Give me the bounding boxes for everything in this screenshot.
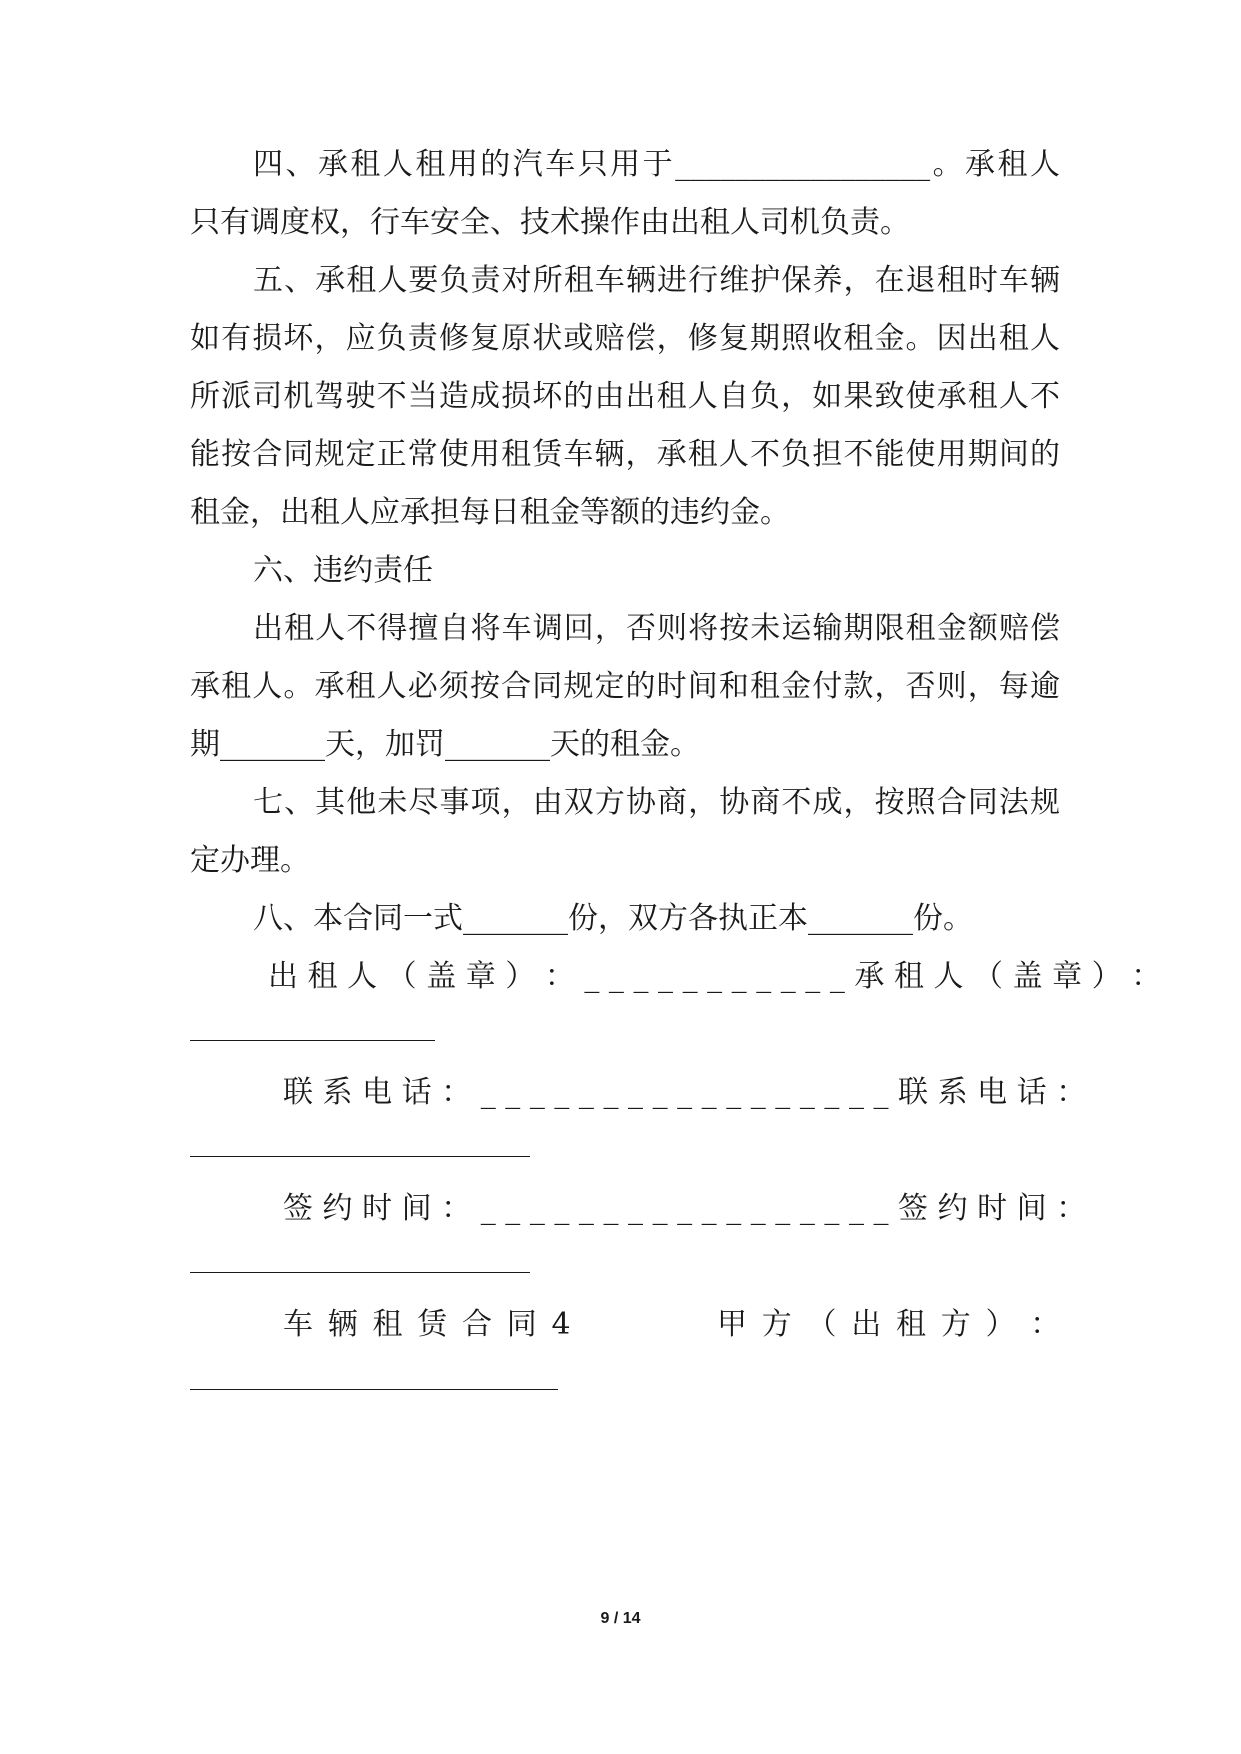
clause-5-line-1: 五、承租人要负责对所租车辆进行维护保养，在退租时车辆 <box>253 263 1060 298</box>
page-number: 9 / 14 <box>600 1610 641 1627</box>
clause-6-line-2: 承租人。承租人必须按合同规定的时间和租金付款，否则，每逾 <box>190 669 1060 704</box>
sign-date-line: 签 约 时 间 ： _ _ _ _ _ _ _ _ _ _ _ _ _ _ _ _ _ 签 约 时 间 ： <box>283 1191 1087 1226</box>
clause-4-line-1: 四、承租人租用的汽车只用于_________________。承租人 <box>253 147 1060 182</box>
clause-5-line-2: 如有损坏，应负责修复原状或赔偿，修复期照收租金。因出租人 <box>190 321 1060 356</box>
clause-4-line-2: 只有调度权，行车安全、技术操作由出租人司机负责。 <box>190 205 910 240</box>
clause-5-line-3: 所派司机驾驶不当造成损坏的由出租人自负，如果致使承租人不 <box>190 379 1060 414</box>
lessor-seal-line: 出 租 人 （ 盖 章 ） ： _ _ _ _ _ _ _ _ _ _ _ 承 租 人 （ 盖 章 ） ： <box>268 959 1162 994</box>
clause-6-line-3: 期_______天，加罚_______天的租金。 <box>190 727 700 762</box>
clause-5-line-5: 租金，出租人应承担每日租金等额的违约金。 <box>190 495 790 530</box>
phone-line: 联 系 电 话 ： _ _ _ _ _ _ _ _ _ _ _ _ _ _ _ _ _ 联 系 电 话 ： <box>283 1075 1087 1110</box>
clause-6-heading: 六、违约责任 <box>253 553 433 588</box>
clause-5-line-4: 能按合同规定正常使用租赁车辆，承租人不负担不能使用期间的 <box>190 437 1060 472</box>
clause-6-line-1: 出租人不得擅自将车调回，否则将按未运输期限租金额赔偿 <box>253 611 1060 646</box>
sign-date-underline <box>190 1272 530 1273</box>
clause-7-line-2: 定办理。 <box>190 843 310 878</box>
clause-8-line-1: 八、本合同一式_______份，双方各执正本_______份。 <box>253 901 973 936</box>
clause-7-line-1: 七、其他未尽事项，由双方协商，协商不成，按照合同法规 <box>253 785 1060 820</box>
signature-underline <box>190 1040 435 1041</box>
contract-title-line: 车 辆 租 赁 合 同 4 甲 方 （ 出 租 方 ） ： <box>283 1307 1061 1342</box>
party-a-underline <box>190 1389 558 1390</box>
phone-underline <box>190 1156 530 1157</box>
